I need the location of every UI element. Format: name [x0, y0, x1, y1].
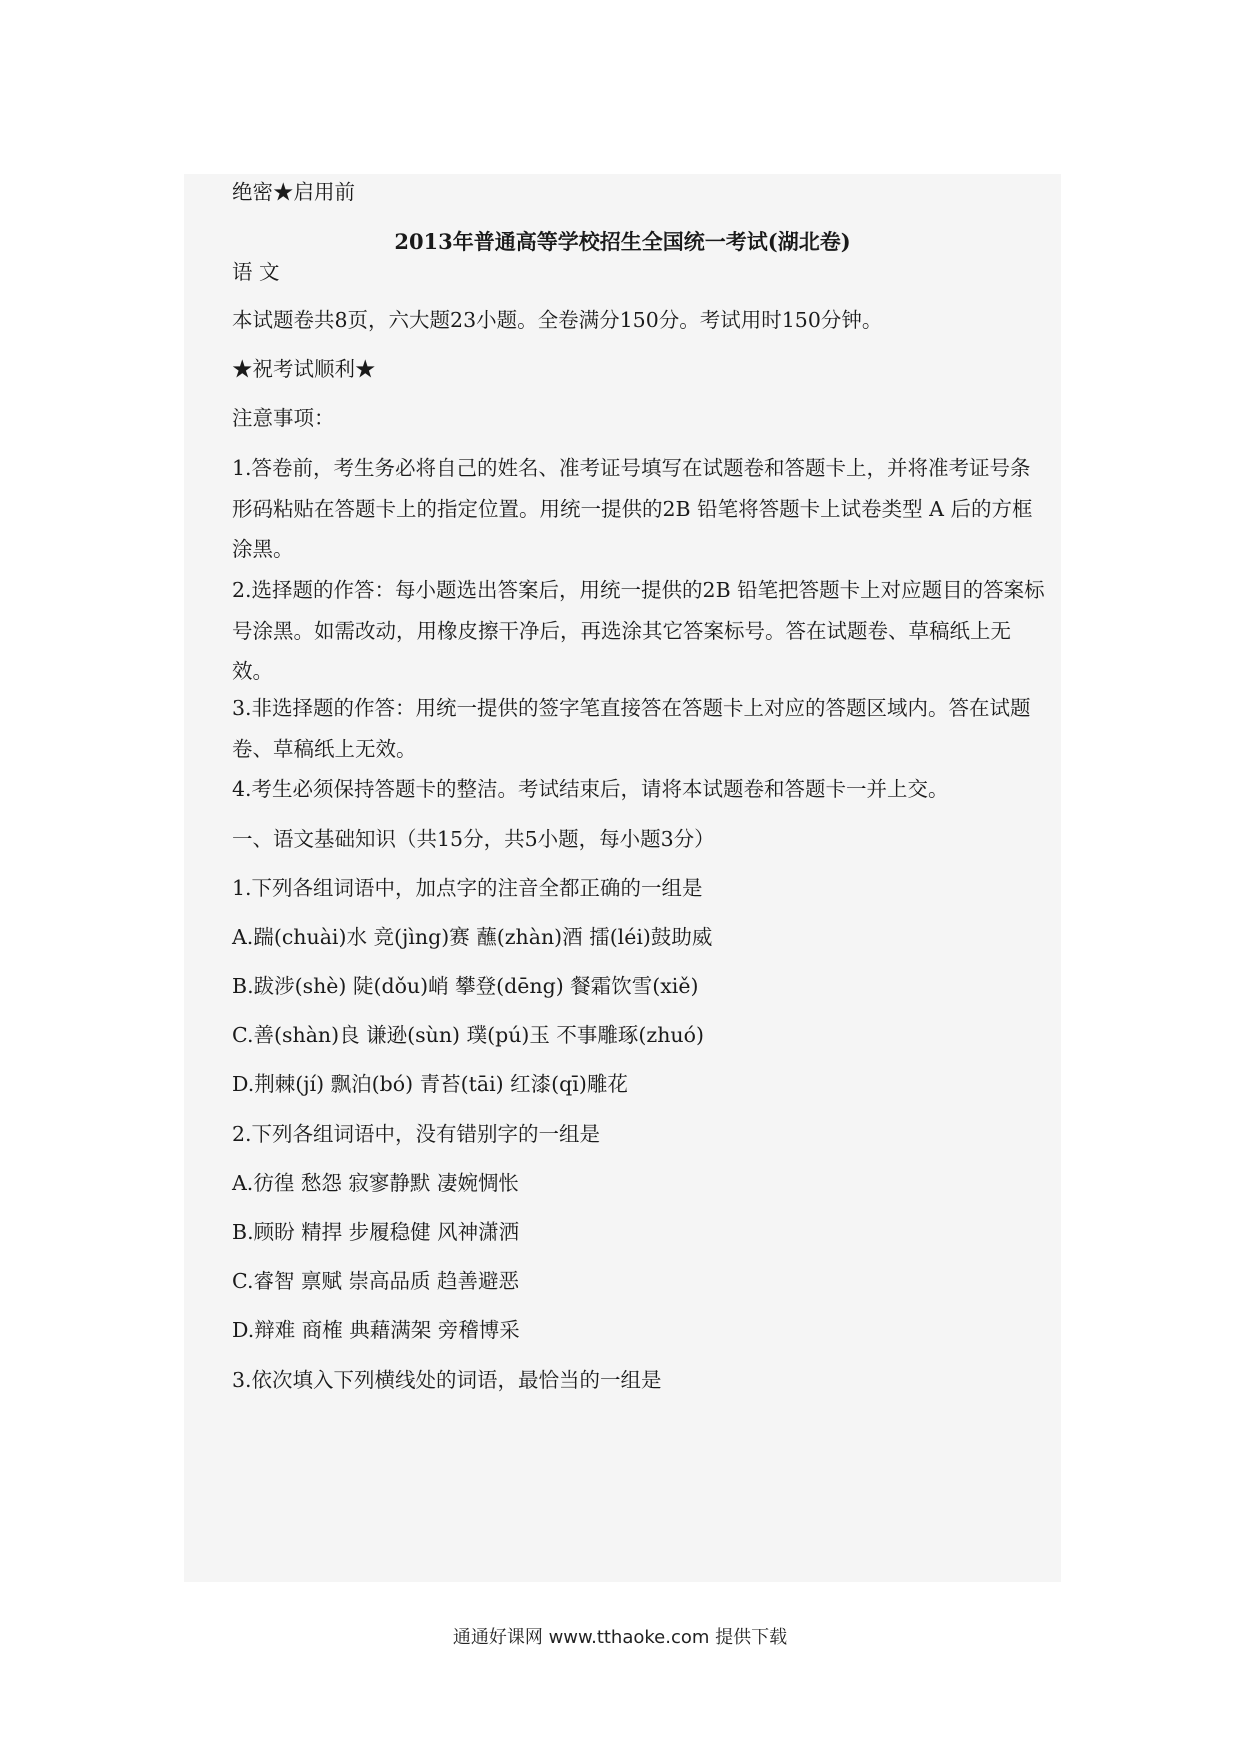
notice-item [188, 688, 1050, 769]
question-option: C.善(shàn)良 谦逊(sùn) 璞(pú)玉 不事雕琢(zhuó) [232, 1023, 704, 1047]
question-stem: 3.依次填入下列横线处的词语，最恰当的一组是 [232, 1368, 662, 1392]
question-option: B.跋涉(shè) 陡(dǒu)峭 攀登(dēng) 餐霜饮雪(xiě) [232, 974, 699, 998]
notice-heading: 注意事项： [232, 406, 335, 430]
notice-item [188, 570, 1050, 692]
question-option: A.彷徨 愁怨 寂寥静默 凄婉惆怅 [232, 1171, 519, 1195]
notice-item: 4.考生必须保持答题卡的整洁。考试结束后，请将本试题卷和答题卡一并上交。 [232, 777, 949, 801]
exam-summary: 本试题卷共8页，六大题23小题。全卷满分150分。考试用时150分钟。 [232, 308, 883, 332]
subject-label: 语 文 [232, 260, 280, 284]
secret-mark: 绝密★启用前 [232, 180, 355, 204]
notice-text: 3.非选择题的作答：用统一提供的签字笔直接答在答题卡上对应的答题区域内。答在试题卷、草稿纸上无效。 [232, 696, 1031, 761]
notice-text: 2.选择题的作答：每小题选出答案后，用统一提供的2B 铅笔把答题卡上对应题目的答案标号涂黑。如需改动，用橡皮擦干净后，再选涂其它答案标号。答在试题卷、草稿纸上无效。 [232, 578, 1045, 683]
notice-text: 1.答卷前，考生务必将自己的姓名、准考证号填写在试题卷和答题卡上，并将准考证号条形码粘贴在答题卡上的指定位置。用统一提供的2B 铅笔将答题卡上试卷类型 A 后的方框涂黑。 [232, 456, 1033, 561]
question-option: B.顾盼 精捍 步履稳健 风神潇洒 [232, 1220, 520, 1244]
question-option: D.辩难 商榷 典藉满架 旁稽博采 [232, 1318, 520, 1342]
exam-title: 2013年普通高等学校招生全国统一考试(湖北卷) [394, 229, 851, 254]
blessing-line: ★祝考试顺利★ [232, 357, 376, 381]
document-page [184, 174, 1061, 1582]
question-option: C.睿智 禀赋 崇高品质 趋善避恶 [232, 1269, 520, 1293]
question-stem: 2.下列各组词语中，没有错别字的一组是 [232, 1122, 601, 1146]
notice-item [188, 448, 1050, 570]
question-option: A.踹(chuài)水 竞(jìng)赛 蘸(zhàn)酒 擂(léi)鼓助威 [232, 925, 713, 949]
section-heading: 一、语文基础知识（共15分，共5小题，每小题3分） [232, 827, 715, 851]
question-stem: 1.下列各组词语中，加点字的注音全都正确的一组是 [232, 876, 703, 900]
question-option: D.荆棘(jí) 飘泊(bó) 青苔(tāi) 红漆(qī)雕花 [232, 1072, 628, 1096]
download-footer: 通通好课网 www.tthaoke.com 提供下载 [452, 1627, 788, 1648]
